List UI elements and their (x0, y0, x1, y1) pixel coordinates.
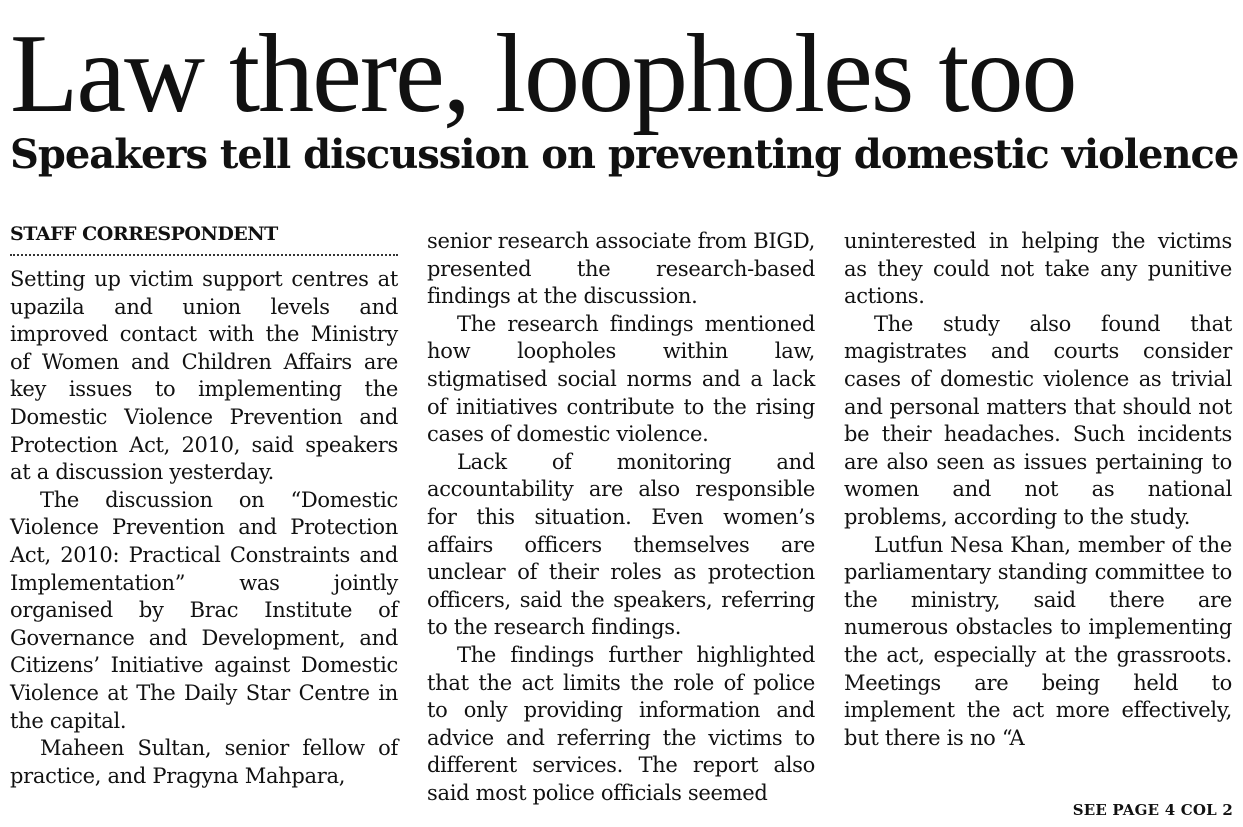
paragraph: Lack of monitoring and accountability are also responsible for this situation. Even women’s affairs officers themselves are unclear of their roles as protection officers, said the speakers, referring to the research findings. (427, 449, 815, 640)
paragraph: The findings further highlighted that the act limits the role of police to only providing information and advice and referring the victims to different services. The report also said most police officials seemed (427, 642, 815, 805)
column-1 (10, 222, 398, 790)
paragraph: Lutfun Nesa Khan, member of the parliamentary standing committee to the ministry, said there are numerous obstacles to implementing the act, especially at the grassroots. Meetings are being held to implement the act more effectively, but there is no “A (844, 532, 1232, 750)
article-columns (10, 222, 1233, 812)
paragraph: Setting up victim support centres at upazila and union levels and improved contact with the Ministry of Women and Children Affairs are key issues to implementing the Domestic Violence Prevention and Protection Act, 2010, said speakers at a discussion yesterday. (10, 267, 398, 485)
paragraph: The discussion on “Domestic Violence Prevention and Protection Act, 2010: Practical Constraints and Implementation” was jointly organised by Brac Institute of Governance and Development, and Citizens’ Initiative against Domestic Violence at The Daily Star Centre in the capital. (10, 487, 398, 733)
jump-line: SEE PAGE 4 COL 2 (1072, 801, 1233, 819)
paragraph: Maheen Sultan, senior fellow of practice, and Pragyna Mahpara, (10, 736, 398, 788)
column-3 (844, 228, 1232, 752)
paragraph: The study also found that magistrates and courts consider cases of domestic violence as trivial and personal matters that should not be their headaches. Such incidents are also seen as issues pertaining to women and not as national problems, according to the study. (844, 311, 1232, 529)
headline: Law there, loopholes too (10, 12, 1076, 136)
byline: STAFF CORRESPONDENT (10, 222, 398, 256)
paragraph: uninterested in helping the victims as they could not take any punitive actions. (844, 229, 1232, 309)
subheadline: Speakers tell discussion on preventing domestic violence (10, 131, 1239, 178)
column-2 (427, 228, 815, 807)
paragraph: senior research associate from BIGD, presented the research-based findings at the discussion. (427, 229, 815, 309)
paragraph: The research findings mentioned how loopholes within law, stigmatised social norms and a lack of initiatives contribute to the rising cases of domestic violence. (427, 311, 815, 447)
